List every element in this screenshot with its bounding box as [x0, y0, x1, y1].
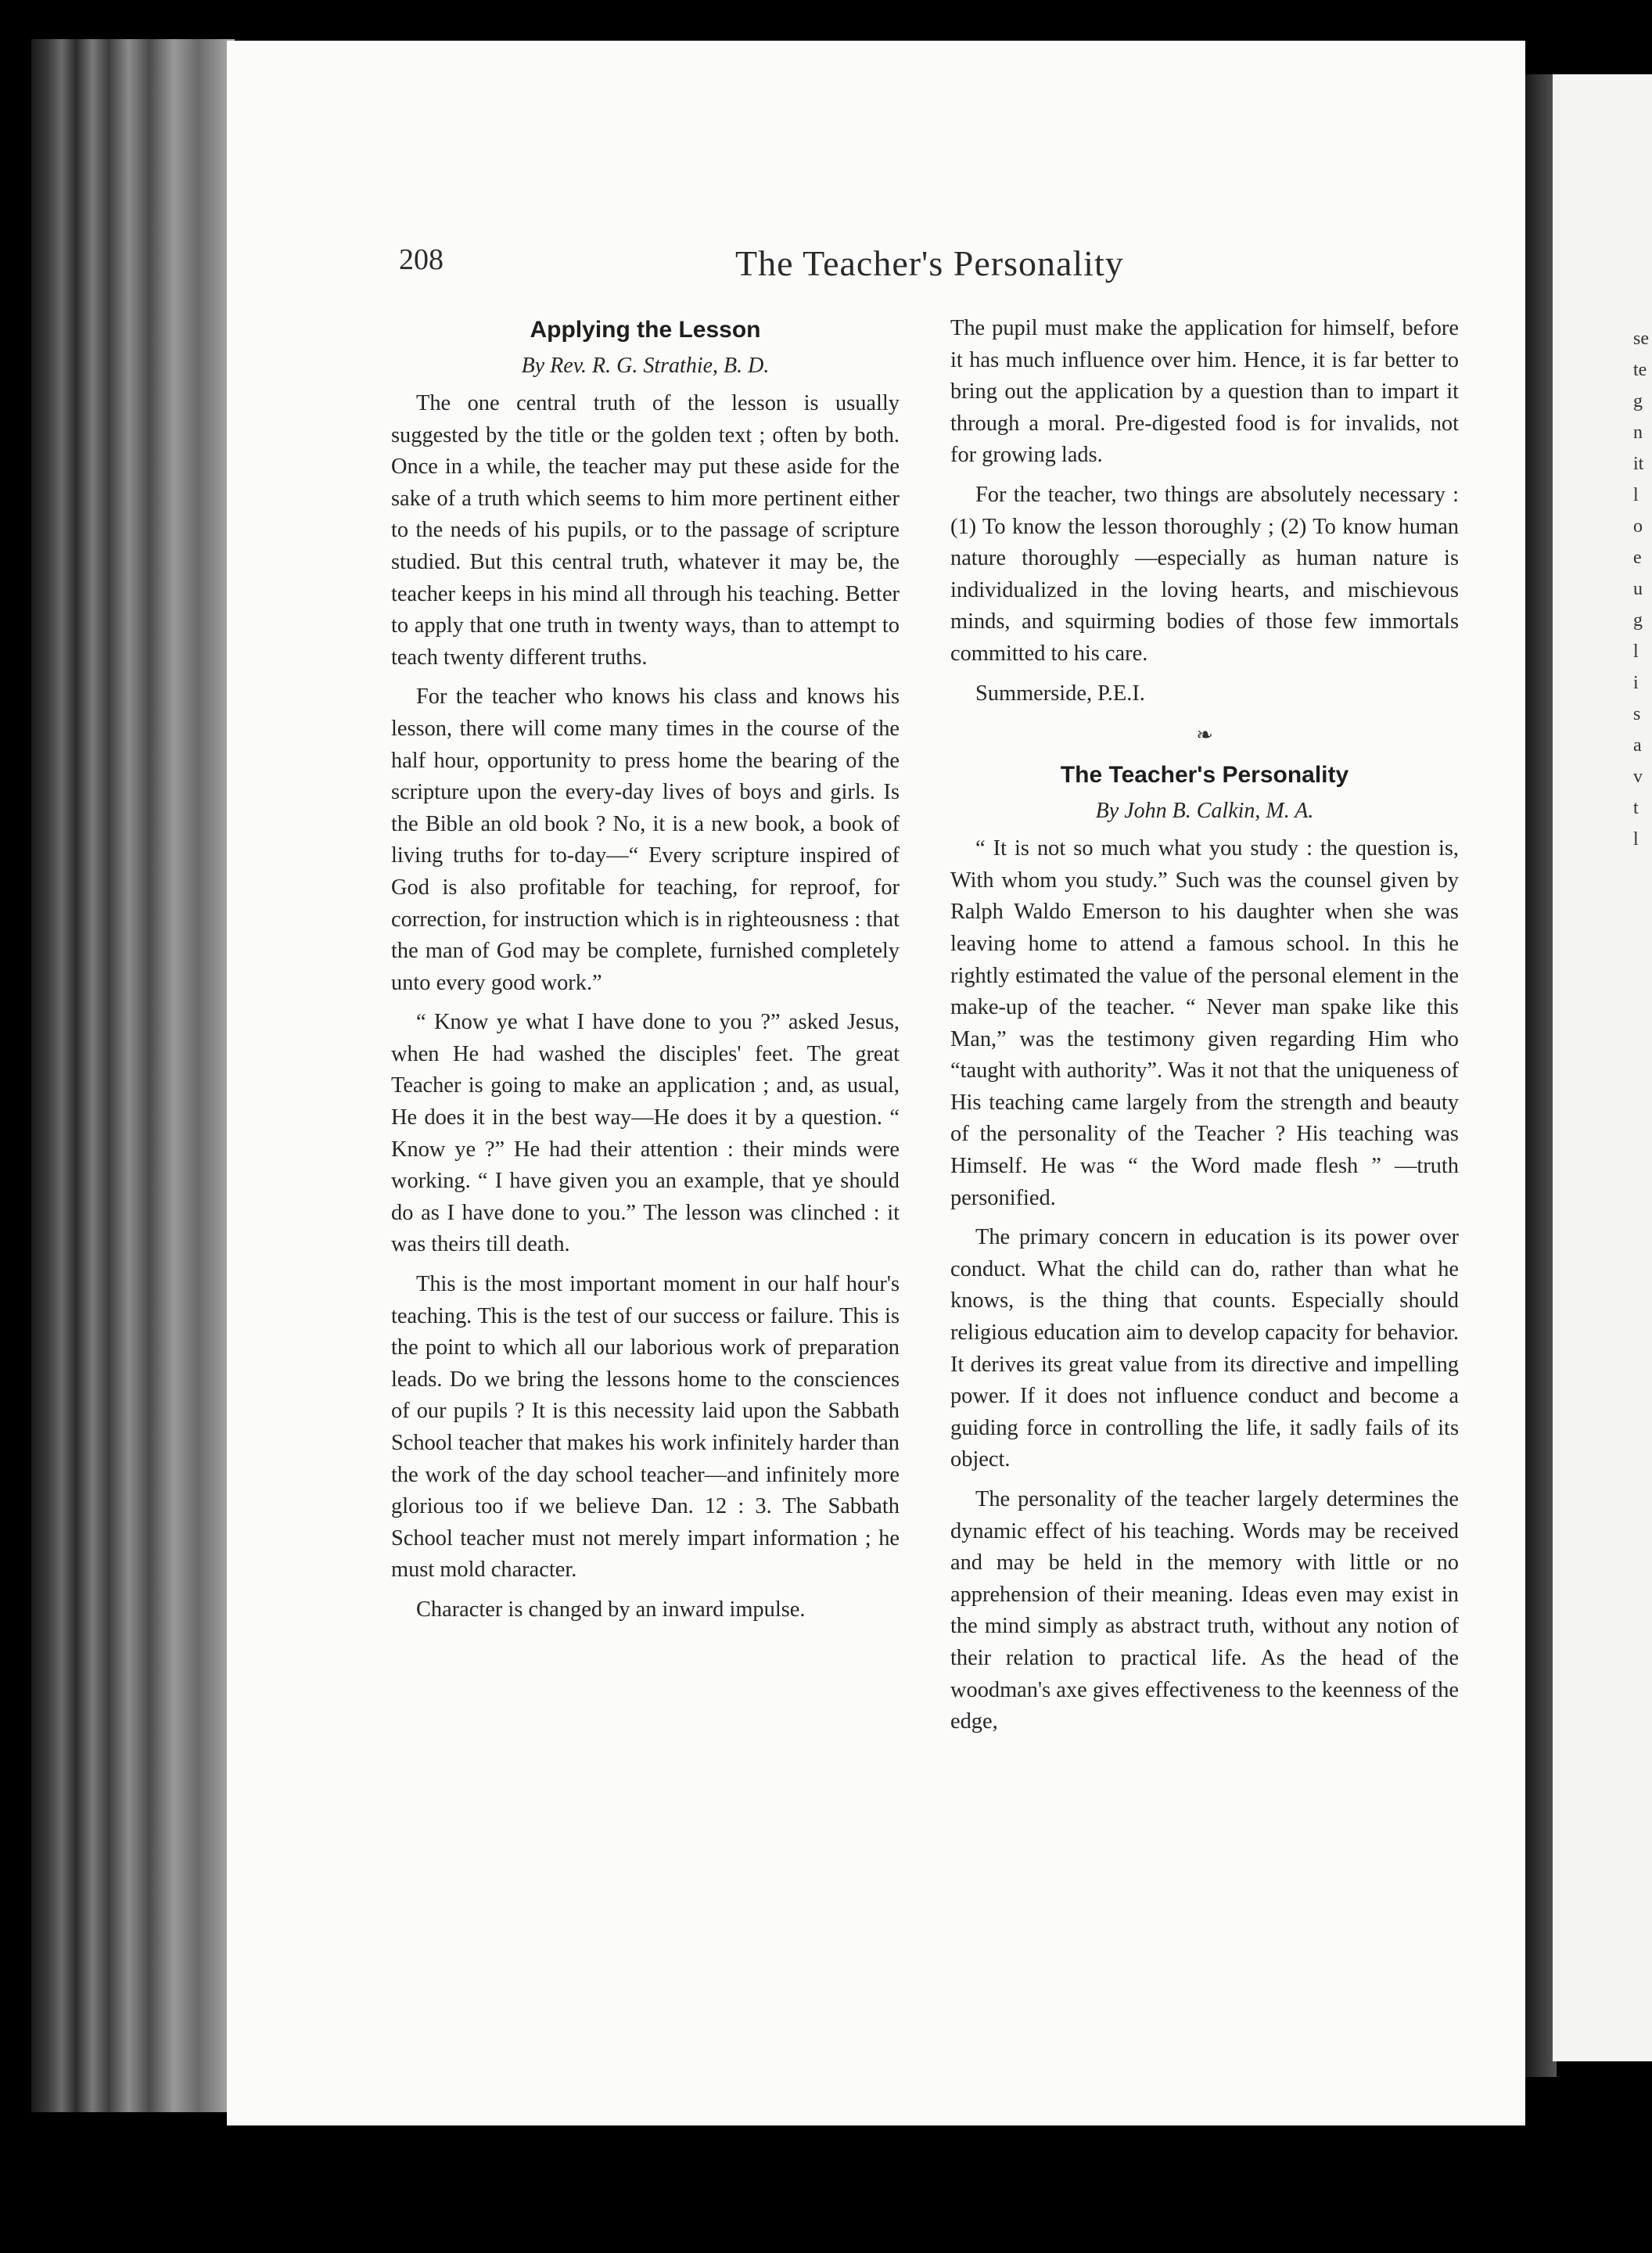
- article-byline: By John B. Calkin, M. A.: [1095, 799, 1314, 824]
- paragraph: “ It is not so much what you study : the question is, With whom you study.” Such was the counsel given by Ralph Waldo Emerson to his daughter when she was leaving home to attend a famous school. In this he rightly estimated the value of the personal element in the make-up of the teacher. “ Never man spake like this Man,” was the testimony given regarding Him who “taught with authority”. Was it not that the uniqueness of His teaching came largely from the strength and beauty of the personality of the Teacher ? His teaching was Himself. He was “ the Word made flesh ” —truth personified.: [950, 836, 1459, 1210]
- gutter-shadow: [1525, 74, 1557, 2077]
- book-page-edges: [31, 39, 235, 2112]
- left-column: [391, 313, 900, 1634]
- facing-page-fragment: s: [1633, 704, 1641, 724]
- facing-page-text-fragments: [1633, 329, 1649, 861]
- paragraph: For the teacher, two things are absolutely necessary : (1) To know the lesson thoroughly ; (2) To know human nature thoroughly —especially as human nature is individualized in the loving hearts, and mischievous minds, and squirming bodies of those few immortals committed to his care.: [950, 482, 1459, 666]
- facing-page-fragment: g: [1633, 610, 1643, 631]
- right-column: [950, 313, 1459, 1746]
- facing-page-fragment: u: [1633, 579, 1643, 599]
- facing-page-fragment: l: [1633, 485, 1639, 505]
- facing-page-fragment: l: [1633, 641, 1639, 662]
- article-title: Applying the Lesson: [530, 317, 761, 343]
- facing-page-fragment: v: [1633, 767, 1643, 787]
- facing-page-fragment: it: [1633, 454, 1644, 474]
- facing-page-fragment: n: [1633, 422, 1643, 443]
- paragraph-continued: The pupil must make the application for himself, before it has much influence over him. Hence, it is far better to bring out the application by a question than to impart it through a moral. Pre-digested food is for invalids, not for growing lads.: [950, 316, 1459, 468]
- article-signoff: Summerside, P.E.I.: [975, 681, 1145, 706]
- facing-page-fragment: a: [1633, 735, 1642, 756]
- facing-page-fragment: t: [1633, 798, 1639, 818]
- article-title: The Teacher's Personality: [1060, 762, 1349, 789]
- paragraph: Character is changed by an inward impulse.: [416, 1597, 806, 1622]
- facing-page-fragment: o: [1633, 516, 1643, 537]
- article-byline: By Rev. R. G. Strathie, B. D.: [521, 354, 770, 378]
- facing-page-fragment: e: [1633, 548, 1642, 568]
- facing-page-fragment: l: [1633, 829, 1639, 850]
- paragraph: “ Know ye what I have done to you ?” asked Jesus, when He had washed the disciples' feet. The great Teacher is going to make an application ; and, as usual, He does it in the best way—He does it by a question. “ Know ye ?” He had their attention : their minds were working. “ I have given you an example, that ye should do as I have done to you.” The lesson was clinched : it was theirs till death.: [391, 1010, 900, 1257]
- paragraph: This is the most important moment in our half hour's teaching. This is the test of our success or failure. This is the point to which all our laborious work of preparation leads. Do we bring the lessons home to the consciences of our pupils ? It is this necessity laid upon the Sabbath School teacher that makes his work infinitely harder than the work of the day school teacher—and infinitely more glorious too if we believe Dan. 12 : 3. The Sabbath School teacher must not merely impart information ; he must mold character.: [391, 1272, 900, 1583]
- facing-page-fragment: g: [1633, 391, 1643, 411]
- page-number: 208: [399, 243, 444, 276]
- running-title: The Teacher's Personality: [735, 243, 1124, 283]
- paragraph: The primary concern in education is its power over conduct. What the child can do, rather than what he knows, is the thing that counts. Especially should religious education aim to develop capacity for behavior. It derives its great value from its directive and impelling power. If it does not influence conduct and become a guiding force in controlling the life, it sadly fails of its object.: [950, 1225, 1459, 1472]
- fleuron-icon: ❧: [1196, 724, 1213, 747]
- facing-page-fragment: se: [1633, 329, 1649, 349]
- paragraph: The one central truth of the lesson is usually suggested by the title or the golden text ; often by both. Once in a while, the teacher may put these aside for the sake of a truth which seems to him more pertinent either to the needs of his pupils, or to the passage of scripture studied. But this central truth, whatever it may be, the teacher keeps in his mind all through his teaching. Better to apply that one truth in twenty ways, than to attempt to teach twenty different truths.: [391, 391, 900, 670]
- facing-page-fragment: i: [1633, 673, 1639, 693]
- facing-page-fragment: te: [1633, 360, 1647, 380]
- paragraph: The personality of the teacher largely determines the dynamic effect of his teaching. Words may be received and may be held in the memory with little or no apprehension of their meaning. Ideas even may exist in the mind simply as abstract truth, without any notion of their relation to practical life. As the head of the woodman's axe gives effectiveness to the keenness of the edge,: [950, 1487, 1459, 1734]
- running-head: [399, 243, 1463, 289]
- paragraph: For the teacher who knows his class and knows his lesson, there will come many times in the course of the half hour, opportunity to press home the bearing of the scripture upon the every-day lives of boys and girls. Is the Bible an old book ? No, it is a new book, a book of living truths for to-day—“ Every scripture inspired of God is also profitable for teaching, for reproof, for correction, for instruction which is in righteousness : that the man of God may be complete, furnished completely unto every good work.”: [391, 685, 900, 995]
